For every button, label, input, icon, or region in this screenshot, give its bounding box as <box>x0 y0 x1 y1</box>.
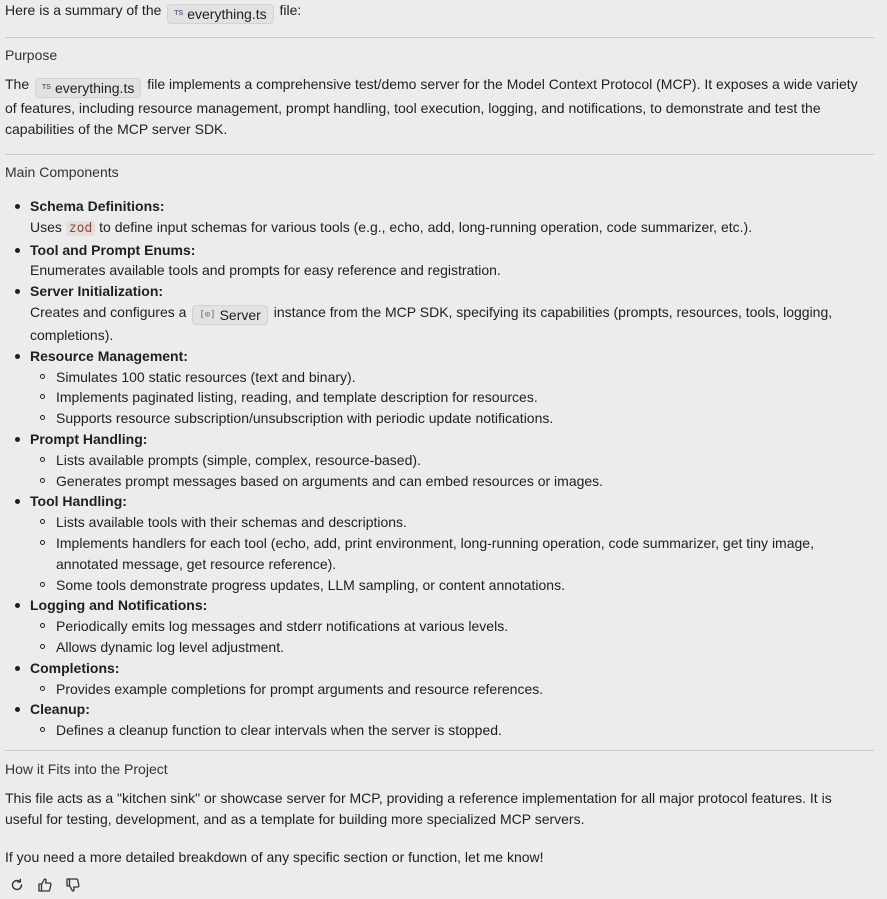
sub-list <box>30 512 865 595</box>
sub-list-item: Implements handlers for each tool (echo, add, print environment, long-running operation, code summarizer, get tiny image, annotated message, get resource reference). <box>30 533 865 575</box>
list-item-title: Cleanup: <box>30 701 90 718</box>
sub-list-item: Implements paginated listing, reading, and template description for resources. <box>30 387 865 408</box>
sub-list-item: Provides example completions for prompt arguments and resource references. <box>30 679 865 700</box>
list-item-desc: Enumerates available tools and prompts for easy reference and registration. <box>30 262 501 279</box>
sub-list <box>30 679 865 700</box>
sub-list <box>30 367 865 429</box>
fits-paragraph: This file acts as a "kitchen sink" or showcase server for MCP, providing a reference implementation for all major protocol features. It is useful for testing, development, and as a template for building more specialized MCP servers. <box>5 790 832 827</box>
file-chip-label: everything.ts <box>54 80 135 96</box>
list-item <box>5 699 865 741</box>
divider <box>5 750 874 751</box>
list-item-title: Prompt Handling: <box>30 430 148 447</box>
symbol-icon: [⊙] <box>199 309 216 320</box>
thumbs-down-button[interactable] <box>64 876 82 894</box>
list-item <box>5 240 865 282</box>
list-item <box>5 595 865 657</box>
intro-text: Here is a summary of the <box>5 2 162 18</box>
typescript-icon: TS <box>174 10 184 17</box>
list-item-desc <box>30 302 865 346</box>
list-item-title: Tool Handling: <box>30 493 127 510</box>
sub-list <box>30 720 865 741</box>
list-item-title: Schema Definitions: <box>30 198 165 214</box>
list-item <box>5 658 865 700</box>
sub-list-item: Simulates 100 static resources (text and binary). <box>30 367 865 388</box>
file-chip[interactable] <box>167 4 273 24</box>
intro-line <box>5 0 301 21</box>
sub-list-item: Allows dynamic log level adjustment. <box>30 637 865 658</box>
intro-text-after: file: <box>279 2 302 18</box>
retry-button[interactable] <box>8 876 26 894</box>
inline-code: zod <box>66 221 95 236</box>
list-item-title: Resource Management: <box>30 347 188 364</box>
thumbs-up-icon <box>37 877 53 893</box>
list-item-title: Logging and Notifications: <box>30 597 208 614</box>
section-title-main-components: Main Components <box>5 164 119 180</box>
sub-list-item: Generates prompt messages based on arguments and can embed resources or images. <box>30 471 865 492</box>
closing-paragraph: If you need a more detailed breakdown of any specific section or function, let me know! <box>5 849 544 865</box>
purpose-paragraph <box>5 74 865 140</box>
list-item <box>5 491 865 595</box>
response-actions <box>8 876 82 894</box>
purpose-text-before: The <box>5 76 30 92</box>
typescript-icon: TS <box>42 84 51 91</box>
sub-list-item: Some tools demonstrate progress updates, LLM sampling, or content annotations. <box>30 575 865 596</box>
components-list <box>5 196 865 741</box>
sub-list-item: Defines a cleanup function to clear intervals when the server is stopped. <box>30 720 865 741</box>
list-item-title: Server Initialization: <box>30 283 164 300</box>
symbol-chip[interactable] <box>192 305 268 325</box>
desc-text: Uses <box>30 218 62 235</box>
sub-list <box>30 616 865 658</box>
purpose-text-after: file implements a comprehensive test/demo server for the Model Context Protocol (MCP). It exposes a wide variety of features, including resource management, prompt handling, tool execution, logging, and notifications, to demonstrate and test the capabilities of the MCP server SDK. <box>5 76 858 137</box>
sub-list-item: Lists available tools with their schemas and descriptions. <box>30 512 865 533</box>
sub-list-item: Supports resource subscription/unsubscription with periodic update notifications. <box>30 408 865 429</box>
symbol-chip-label: Server <box>219 306 261 323</box>
desc-text: instance from the MCP SDK, specifying its capabilities (prompts, resources, tools, logging, completions). <box>30 303 833 343</box>
list-item-desc <box>30 217 865 240</box>
list-item-title: Tool and Prompt Enums: <box>30 241 196 258</box>
desc-text: Creates and configures a <box>30 303 187 320</box>
divider <box>5 37 874 38</box>
sub-list-item: Lists available prompts (simple, complex, resource-based). <box>30 450 865 471</box>
divider <box>5 154 874 155</box>
list-item-title: Completions: <box>30 659 120 676</box>
file-chip-label: everything.ts <box>187 6 267 22</box>
thumbs-down-icon <box>65 877 81 893</box>
list-item <box>5 196 865 240</box>
list-item <box>5 346 865 429</box>
list-item <box>5 281 865 346</box>
thumbs-up-button[interactable] <box>36 876 54 894</box>
sub-list-item: Periodically emits log messages and stderr notifications at various levels. <box>30 616 865 637</box>
desc-text: to define input schemas for various tools (e.g., echo, add, long-running operation, code summarizer, etc.). <box>99 218 753 235</box>
sub-list <box>30 450 865 492</box>
refresh-icon <box>9 877 25 893</box>
section-title-how-it-fits: How it Fits into the Project <box>5 761 168 777</box>
list-item <box>5 429 865 491</box>
file-chip[interactable] <box>35 78 141 98</box>
section-title-purpose: Purpose <box>5 47 58 63</box>
